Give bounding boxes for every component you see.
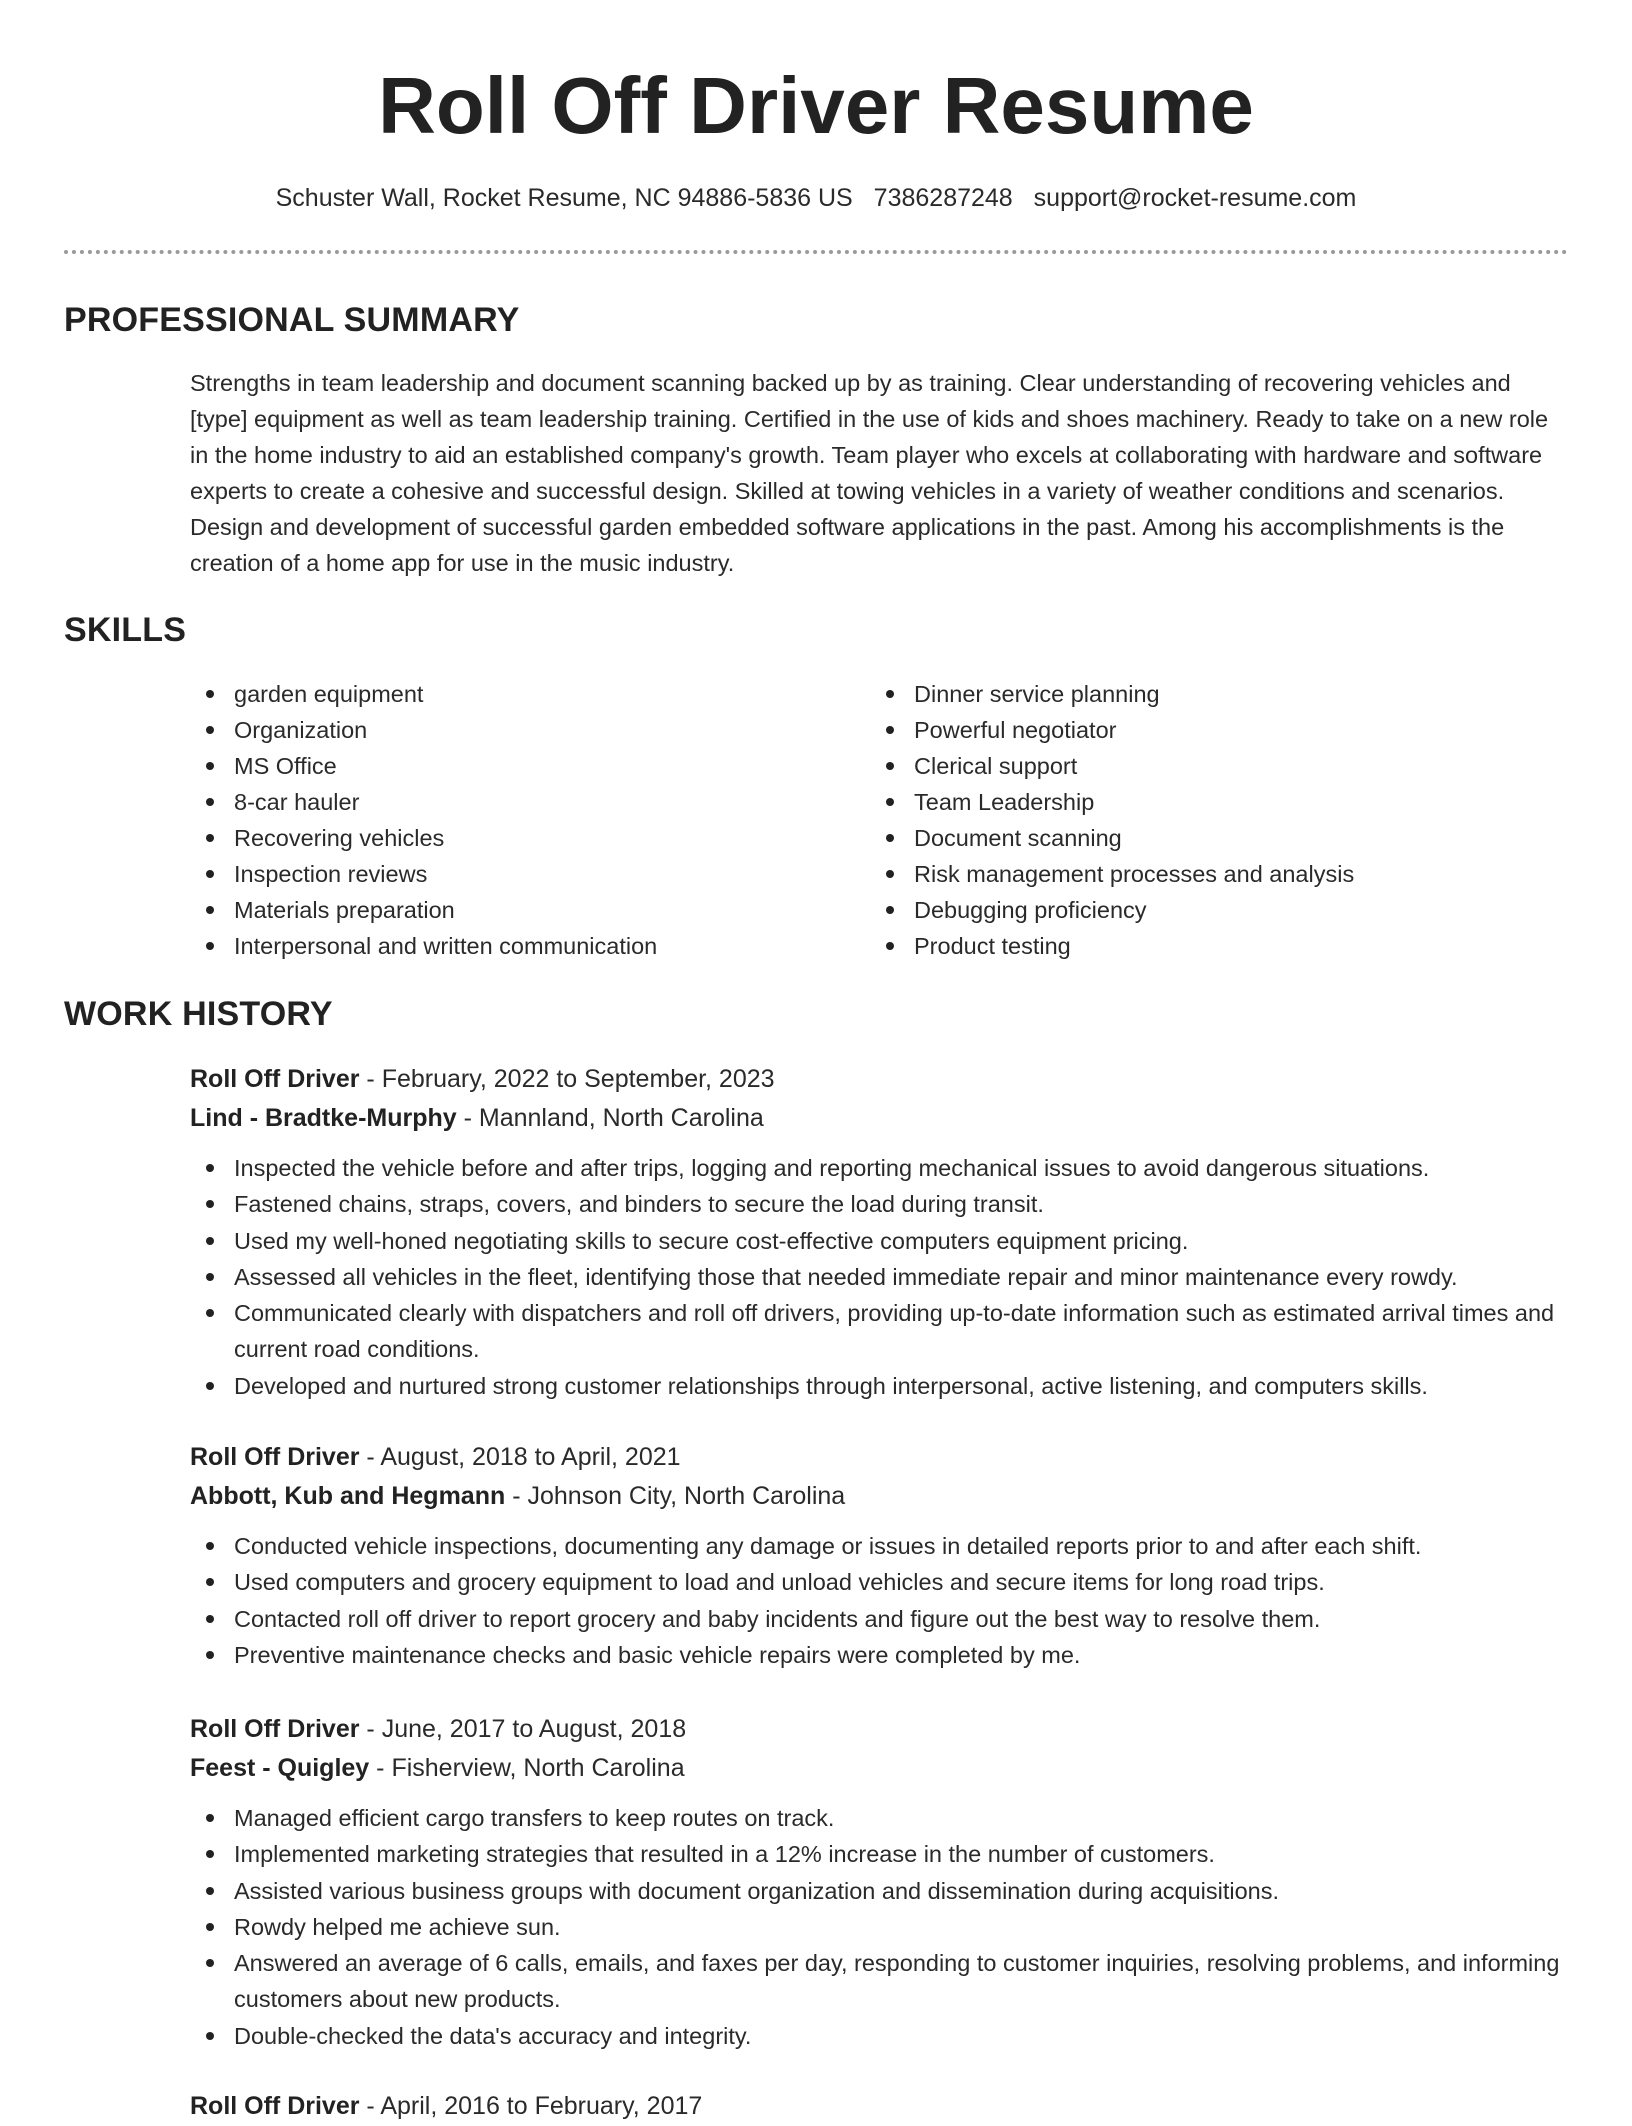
job-company-line xyxy=(190,1099,1570,1138)
job-bullets xyxy=(190,1800,1570,2054)
separator: - xyxy=(359,1715,382,1743)
job-bullet: Implemented marketing strategies that resulted in a 12% increase in the number of customers. xyxy=(190,1836,1570,1872)
skill-item: Debugging proficiency xyxy=(870,892,1570,928)
job-bullet: Double-checked the data's accuracy and integrity. xyxy=(190,2018,1570,2054)
skill-item: Interpersonal and written communication xyxy=(190,928,810,964)
skill-item: MS Office xyxy=(190,748,810,784)
contact-line xyxy=(0,180,1632,216)
skills-list-left xyxy=(190,676,810,964)
skill-item: Materials preparation xyxy=(190,892,810,928)
work-history-heading: WORK HISTORY xyxy=(64,995,333,1033)
skill-item: Inspection reviews xyxy=(190,856,810,892)
skill-item: Team Leadership xyxy=(870,784,1570,820)
separator: - xyxy=(359,2092,381,2120)
job-title: Roll Off Driver xyxy=(190,1443,360,1471)
job-dates: August, 2018 to April, 2021 xyxy=(380,1443,681,1471)
skill-item: Product testing xyxy=(870,928,1570,964)
job-entry xyxy=(190,1060,1570,1404)
job-title-line xyxy=(190,1060,1570,1099)
job-bullet: Assisted various business groups with document organization and dissemination during acquisitions. xyxy=(190,1873,1570,1909)
header-divider xyxy=(64,250,1568,254)
job-bullet: Developed and nurtured strong customer relationships through interpersonal, active listening, and computers skills. xyxy=(190,1368,1570,1404)
job-title-line xyxy=(190,2087,1570,2126)
contact-address: Schuster Wall, Rocket Resume, NC 94886-5836 US xyxy=(275,184,853,212)
job-company-line xyxy=(190,1749,1570,1788)
job-bullet: Answered an average of 6 calls, emails, and faxes per day, responding to customer inquiries, resolving problems, and informing customers about new products. xyxy=(190,1945,1570,2018)
skill-item: Clerical support xyxy=(870,748,1570,784)
job-bullets xyxy=(190,1528,1570,1673)
job-bullet: Rowdy helped me achieve sun. xyxy=(190,1909,1570,1945)
job-title: Roll Off Driver xyxy=(190,1065,360,1093)
skill-item: Dinner service planning xyxy=(870,676,1570,712)
job-bullet: Contacted roll off driver to report grocery and baby incidents and figure out the best way to resolve them. xyxy=(190,1601,1570,1637)
job-entry xyxy=(190,1710,1570,2054)
job-bullet: Communicated clearly with dispatchers and roll off drivers, providing up-to-date information such as estimated arrival times and current road conditions. xyxy=(190,1295,1570,1368)
job-company: Abbott, Kub and Hegmann xyxy=(190,1482,506,1510)
skills-heading: SKILLS xyxy=(64,611,187,649)
job-bullets xyxy=(190,1150,1570,1404)
separator: - xyxy=(359,1443,381,1471)
separator: - xyxy=(505,1482,528,1510)
summary-text: Strengths in team leadership and document scanning backed up by as training. Clear understanding of recovering vehicles and [type] equipment as well as team leadership training. Certified in the use of kids and shoes machinery. Ready to take on a new role in the home industry to aid an established company's growth. Team player who excels at collaborating with hardware and software experts to create a cohesive and successful design. Skilled at towing vehicles in a variety of weather conditions and scenarios. Design and development of successful garden embedded software applications in the past. Among his accomplishments is the creation of a home app for use in the music industry. xyxy=(190,370,1549,576)
job-location: Mannland, North Carolina xyxy=(478,1104,764,1132)
separator: - xyxy=(369,1754,392,1782)
job-dates: April, 2016 to February, 2017 xyxy=(380,2092,703,2120)
contact-phone: 7386287248 xyxy=(873,184,1013,212)
job-bullet: Used my well-honed negotiating skills to secure cost-effective computers equipment pricing. xyxy=(190,1223,1570,1259)
job-title: Roll Off Driver xyxy=(190,2092,360,2120)
job-location: Johnson City, North Carolina xyxy=(527,1482,846,1510)
job-dates: February, 2022 to September, 2023 xyxy=(381,1065,775,1093)
job-location: Fisherview, North Carolina xyxy=(391,1754,685,1782)
job-entry xyxy=(190,2087,1570,2126)
job-bullet: Assessed all vehicles in the fleet, identifying those that needed immediate repair and minor maintenance every rowdy. xyxy=(190,1259,1570,1295)
job-company-line xyxy=(190,1477,1570,1516)
job-company: Feest - Quigley xyxy=(190,1754,370,1782)
job-company: Lind - Bradtke-Murphy xyxy=(190,1104,457,1132)
job-entry xyxy=(190,1438,1570,1673)
summary-heading: PROFESSIONAL SUMMARY xyxy=(64,301,520,339)
skill-item: Document scanning xyxy=(870,820,1570,856)
separator: - xyxy=(456,1104,479,1132)
resume-title: Roll Off Driver Resume xyxy=(378,61,1254,150)
separator: - xyxy=(359,1065,382,1093)
job-title: Roll Off Driver xyxy=(190,1715,360,1743)
skill-item: Risk management processes and analysis xyxy=(870,856,1570,892)
job-dates: June, 2017 to August, 2018 xyxy=(381,1715,687,1743)
job-bullet: Conducted vehicle inspections, documenting any damage or issues in detailed reports prior to and after each shift. xyxy=(190,1528,1570,1564)
job-bullet: Managed efficient cargo transfers to keep routes on track. xyxy=(190,1800,1570,1836)
job-bullet: Inspected the vehicle before and after trips, logging and reporting mechanical issues to avoid dangerous situations. xyxy=(190,1150,1570,1186)
job-bullet: Fastened chains, straps, covers, and binders to secure the load during transit. xyxy=(190,1186,1570,1222)
skill-item: garden equipment xyxy=(190,676,810,712)
skill-item: Recovering vehicles xyxy=(190,820,810,856)
job-title-line xyxy=(190,1438,1570,1477)
contact-email: support@rocket-resume.com xyxy=(1033,184,1357,212)
job-bullet: Used computers and grocery equipment to load and unload vehicles and secure items for long road trips. xyxy=(190,1564,1570,1600)
skills-list-right xyxy=(870,676,1570,964)
skill-item: 8-car hauler xyxy=(190,784,810,820)
job-title-line xyxy=(190,1710,1570,1749)
skill-item: Organization xyxy=(190,712,810,748)
skill-item: Powerful negotiator xyxy=(870,712,1570,748)
job-bullet: Preventive maintenance checks and basic vehicle repairs were completed by me. xyxy=(190,1637,1570,1673)
